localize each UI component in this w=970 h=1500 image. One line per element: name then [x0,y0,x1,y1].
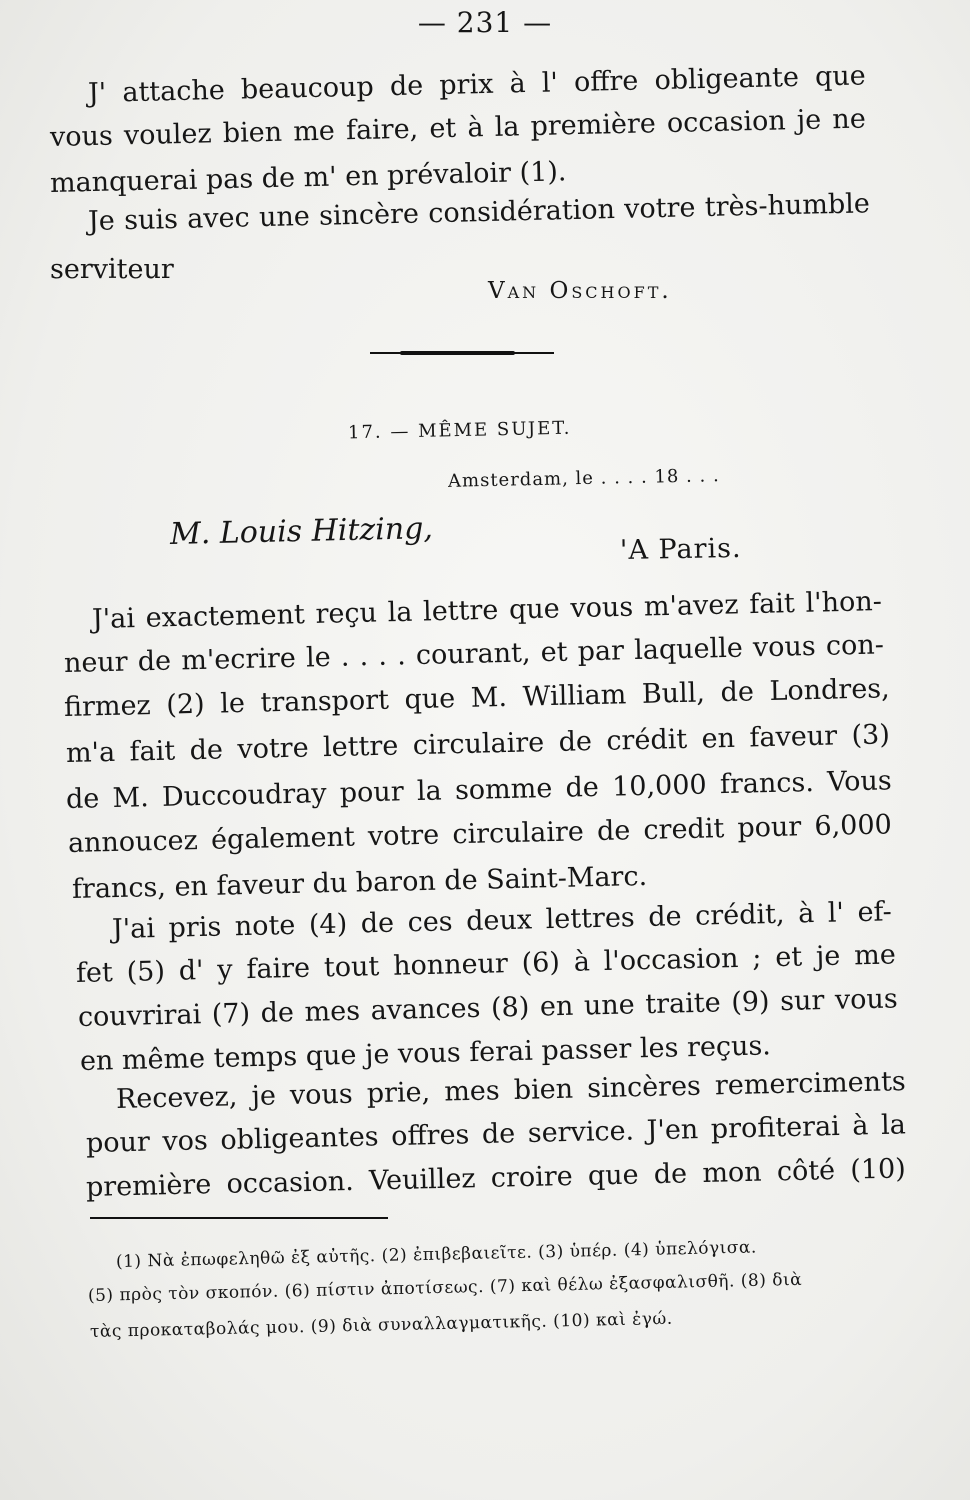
text-line: firmez (2) le transport que M. William Bull, de Londres, [63,673,891,723]
text-line: m'a fait de votre lettre circulaire de crédit en faveur (3) [65,719,891,769]
text-line: Je suis avec une sincère considération votre très-humble [87,188,871,237]
footnote-line: (1) Νὰ ἐπωφεληθῶ ἐξ αὐτῆς. (2) ἐπιβεβαιεῖτε. (3) ὑπέρ. (4) ὑπελόγισα. [115,1237,758,1272]
text-line: pour vos obligeantes offres de service. J'en profiterai à la [85,1109,907,1159]
text-line: francs, en faveur du baron de Saint-Marc. [71,860,648,905]
text-line: couvrirai (7) de mes avances (8) en une traite (9) sur vous [77,983,899,1033]
text-line: première occasion. Veuillez croire que de mon côté (10) [85,1153,907,1203]
letter-heading: 17. — MÊME SUJET. [347,417,572,444]
letter-addressee: M. Louis Hitzing, [169,511,434,552]
text-line: de M. Duccoudray pour la somme de 10,000 francs. Vous [65,765,893,815]
text-line: manquerai pas de m' en prévaloir (1). [49,156,567,199]
letter-destination: 'A Paris. [619,532,742,567]
footnote-line: τὰς προκαταβολάς μου. (9) διὰ συναλλαγματικῆς. (10) καὶ ἐγώ. [89,1308,673,1342]
text-line: J'ai pris note (4) de ces deux lettres de crédit, à l' ef- [111,896,892,945]
text-line: J' attache beaucoup de prix à l' offre obligeante que [87,60,867,109]
text-line: J'ai exactement reçu la lettre que vous m'avez fait l'hon- [91,586,883,635]
letter-dateline: Amsterdam, le . . . . 18 . . . [447,465,720,492]
text-line: Recevez, je vous prie, mes bien sincères remerciments [115,1066,907,1115]
section-divider [370,352,554,354]
text-line: serviteur [50,254,174,285]
text-line: fet (5) d' y faire tout honneur (6) à l'occasion ; et je me [75,939,897,989]
signature: Van Oschoft. [488,278,672,304]
footnote-divider [90,1217,388,1219]
text-line: annoucez également votre circulaire de credit pour 6,000 [67,809,893,859]
text-line: neur de m'ecrire le . . . . courant, et par laquelle vous con- [63,629,885,679]
page-number: — 231 — [417,6,553,39]
text-line: vous voulez bien me faire, et à la première occasion je ne [49,103,867,153]
text-line: en même temps que je vous ferai passer les reçus. [79,1030,772,1077]
footnote-line: (5) πρὸς τὸν σκοπόν. (6) πίστιν ἀποτίσεως. (7) καὶ θέλω ἐξασφαλισθῆ. (8) διὰ [87,1269,803,1306]
